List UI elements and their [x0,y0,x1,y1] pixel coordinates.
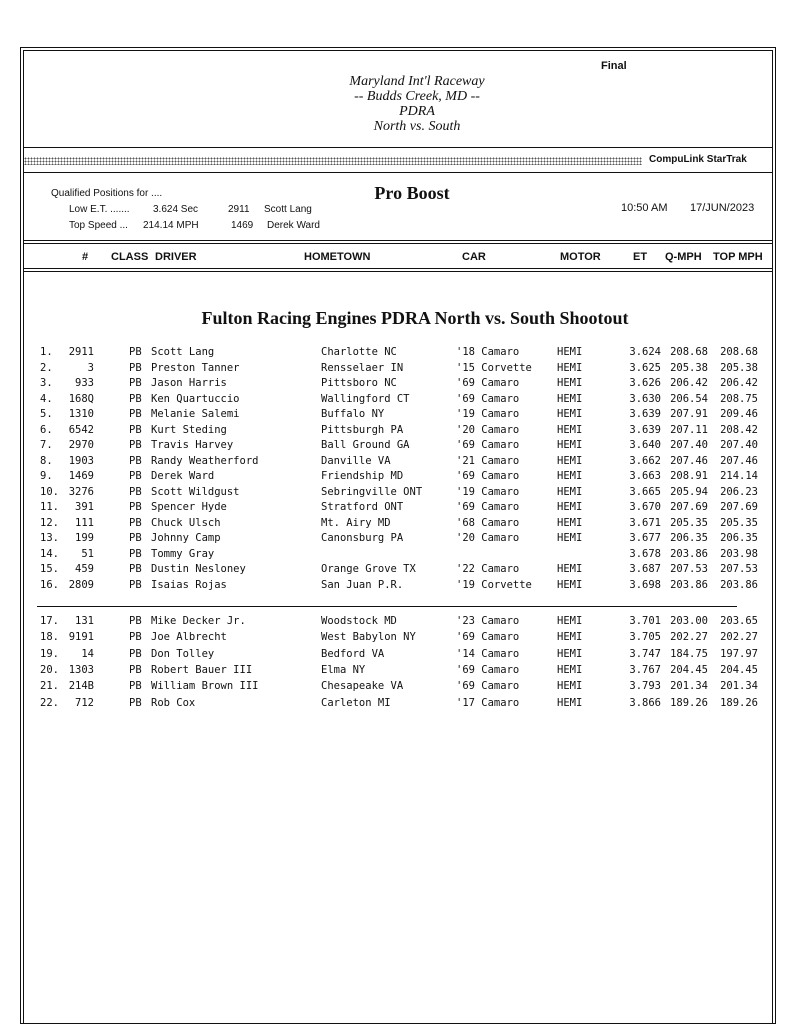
cell-class: PB [129,615,142,627]
cell-car-number: 111 [75,516,94,529]
cell-car-number: 459 [75,563,94,575]
cell-top-mph: 205.35 [720,516,758,529]
cell-car-number: 3276 [68,485,94,498]
cell-q-mph: 205.94 [670,485,708,498]
cell-position: 3. [40,377,53,389]
cell-car-number: 1903 [68,454,94,467]
cell-car-number: 933 [75,377,94,389]
cell-et: 3.662 [629,454,661,467]
cell-top-mph: 206.42 [720,377,758,389]
table-row [0,517,800,533]
cell-et: 3.678 [629,547,661,560]
table-row [0,648,800,664]
cell-q-mph: 206.54 [670,392,708,405]
cell-car: '15 Corvette [456,361,532,374]
cell-hometown: Chesapeake VA [321,680,404,693]
report-date: 17/JUN/2023 [690,202,755,214]
cell-position: 1. [40,346,53,358]
cell-top-mph: 189.26 [720,696,758,709]
cell-top-mph: 214.14 [720,470,758,482]
cell-class: PB [129,680,142,693]
table-row [0,377,800,393]
table-row [0,439,800,455]
cell-hometown: Buffalo NY [321,408,385,420]
class-title: Pro Boost [374,183,450,203]
cell-driver: Travis Harvey [151,439,234,451]
divider [23,240,773,241]
cell-et: 3.866 [629,696,661,709]
cell-q-mph: 206.35 [670,532,708,544]
table-row [0,424,800,440]
table-row [0,532,800,548]
cell-driver: Ken Quartuccio [151,392,240,405]
divider [23,243,773,244]
column-header-hometown: HOMETOWN [304,251,371,263]
table-row [0,631,800,647]
cell-car-number: 1310 [68,408,94,420]
cell-top-mph: 204.45 [720,663,758,676]
cell-motor: HEMI [557,454,583,467]
cell-car: '18 Camaro [456,346,520,358]
table-row [0,579,800,595]
column-header-qmph: Q-MPH [665,251,702,263]
cell-car-number: 2911 [68,346,94,358]
cell-car: '19 Corvette [456,578,532,591]
cell-top-mph: 208.68 [720,346,758,358]
cell-position: 10. [40,485,59,498]
cell-class: PB [129,392,142,405]
column-header-class: CLASS [111,251,149,263]
cell-motor: HEMI [557,470,583,482]
column-header-et: ET [633,251,648,263]
cell-et: 3.687 [629,563,661,575]
cell-position: 21. [40,680,59,693]
cell-car: '23 Camaro [456,615,520,627]
cell-et: 3.624 [629,346,661,358]
cell-top-mph: 203.86 [720,578,758,591]
cell-top-mph: 206.35 [720,532,758,544]
cell-et: 3.767 [629,663,661,676]
table-row [0,408,800,424]
table-row [0,664,800,680]
cell-position: 17. [40,615,59,627]
cell-position: 11. [40,501,59,513]
cell-q-mph: 207.91 [670,408,708,420]
cell-top-mph: 207.69 [720,501,758,513]
dotted-rule [24,157,642,165]
cell-q-mph: 189.26 [670,696,708,709]
cell-hometown: Orange Grove TX [321,563,416,575]
cell-motor: HEMI [557,647,583,660]
cell-driver: William Brown III [151,680,259,693]
cell-top-mph: 197.97 [720,647,758,660]
low-et-driver: Scott Lang [264,204,312,215]
cell-et: 3.663 [629,470,661,482]
cell-motor: HEMI [557,615,583,627]
cell-hometown: Pittsburgh PA [321,423,404,436]
cell-motor: HEMI [557,516,583,529]
cell-class: PB [129,563,142,575]
cell-top-mph: 206.23 [720,485,758,498]
cell-q-mph: 208.68 [670,346,708,358]
cell-et: 3.639 [629,423,661,436]
event-name: North vs. South [373,119,461,134]
cell-top-mph: 208.42 [720,423,758,436]
cell-top-mph: 205.38 [720,361,758,374]
cell-car-number: 3 [87,361,94,374]
cell-class: PB [129,377,142,389]
cell-car: '69 Camaro [456,392,520,405]
cell-hometown: San Juan P.R. [321,578,404,591]
cell-class: PB [129,470,142,482]
cell-driver: Don Tolley [151,647,215,660]
cell-hometown: Sebringville ONT [321,485,423,498]
table-row [0,362,800,378]
cell-car: '69 Camaro [456,663,520,676]
cell-driver: Derek Ward [151,470,215,482]
cell-motor: HEMI [557,563,583,575]
cell-et: 3.626 [629,377,661,389]
cell-hometown: Wallingford CT [321,392,410,405]
cell-position: 12. [40,516,59,529]
cell-car: '20 Camaro [456,423,520,436]
cell-class: PB [129,501,142,513]
cell-hometown: Friendship MD [321,470,404,482]
cell-car-number: 391 [75,501,94,513]
table-row [0,455,800,471]
top-speed-number: 1469 [231,220,254,231]
cell-hometown: Danville VA [321,454,391,467]
cell-et: 3.677 [629,532,661,544]
cell-motor: HEMI [557,631,583,644]
cell-motor: HEMI [557,377,583,389]
cell-q-mph: 184.75 [670,647,708,660]
venue-name: Maryland Int'l Raceway [349,74,485,89]
cell-position: 15. [40,563,59,575]
table-row [0,393,800,409]
cell-et: 3.705 [629,631,661,644]
cell-car: '69 Camaro [456,377,520,389]
cell-car: '22 Camaro [456,563,520,575]
report-time: 10:50 AM [621,202,668,214]
table-row [0,346,800,362]
cell-hometown: Woodstock MD [321,615,397,627]
column-header-motor: MOTOR [560,251,601,263]
cell-top-mph: 207.53 [720,563,758,575]
cell-car-number: 712 [75,696,94,709]
top-speed-value: 214.14 MPH [143,220,199,231]
cell-driver: Kurt Steding [151,423,227,436]
cell-hometown: Canonsburg PA [321,532,404,544]
cell-et: 3.747 [629,647,661,660]
cell-q-mph: 207.40 [670,439,708,451]
cell-class: PB [129,696,142,709]
cell-car-number: 14 [81,647,94,660]
cell-driver: Chuck Ulsch [151,516,221,529]
cell-top-mph: 203.98 [720,547,758,560]
cell-car-number: 214B [68,680,94,693]
table-row [0,501,800,517]
cell-top-mph: 203.65 [720,615,758,627]
cell-driver: Randy Weatherford [151,454,259,467]
cell-driver: Isaias Rojas [151,578,227,591]
cell-position: 18. [40,631,59,644]
cell-top-mph: 209.46 [720,408,758,420]
cell-car: '20 Camaro [456,532,520,544]
cell-motor: HEMI [557,663,583,676]
cell-q-mph: 203.86 [670,547,708,560]
cell-car-number: 6542 [68,423,94,436]
cell-car-number: 131 [75,615,94,627]
cell-position: 7. [40,439,53,451]
cell-position: 22. [40,696,59,709]
cell-position: 20. [40,663,59,676]
cell-q-mph: 207.53 [670,563,708,575]
cell-et: 3.698 [629,578,661,591]
cell-car-number: 1469 [68,470,94,482]
cell-driver: Tommy Gray [151,547,215,560]
cell-position: 13. [40,532,59,544]
cell-hometown: Charlotte NC [321,346,397,358]
table-row [0,563,800,579]
cell-et: 3.630 [629,392,661,405]
cell-driver: Johnny Camp [151,532,221,544]
cell-et: 3.625 [629,361,661,374]
cell-class: PB [129,647,142,660]
cell-et: 3.640 [629,439,661,451]
cell-hometown: Pittsboro NC [321,377,397,389]
cell-position: 5. [40,408,53,420]
low-et-label: Low E.T. ....... [69,204,130,215]
divider [23,172,773,173]
cell-et: 3.793 [629,680,661,693]
cell-et: 3.665 [629,485,661,498]
cell-class: PB [129,663,142,676]
cell-top-mph: 202.27 [720,631,758,644]
divider [23,147,773,148]
cell-class: PB [129,485,142,498]
divider [23,268,773,269]
cell-driver: Scott Wildgust [151,485,240,498]
cell-hometown: Carleton MI [321,696,391,709]
cell-motor: HEMI [557,696,583,709]
cell-motor: HEMI [557,501,583,513]
cell-driver: Melanie Salemi [151,408,240,420]
cell-driver: Spencer Hyde [151,501,227,513]
top-speed-label: Top Speed ... [69,220,128,231]
table-row [0,697,800,713]
cell-class: PB [129,346,142,358]
cell-top-mph: 207.40 [720,439,758,451]
table-row [0,548,800,564]
cell-q-mph: 202.27 [670,631,708,644]
low-et-number: 2911 [228,204,250,215]
cell-car-number: 168Q [68,392,94,405]
cell-q-mph: 207.11 [670,423,708,436]
cell-motor: HEMI [557,408,583,420]
field-separator [37,606,737,607]
cell-q-mph: 203.86 [670,578,708,591]
column-header-car: CAR [462,251,486,263]
cell-top-mph: 208.75 [720,392,758,405]
cell-q-mph: 207.69 [670,501,708,513]
cell-position: 9. [40,470,53,482]
column-header-driver: DRIVER [155,251,197,263]
cell-car: '21 Camaro [456,454,520,467]
cell-q-mph: 201.34 [670,680,708,693]
cell-class: PB [129,439,142,451]
cell-car-number: 1303 [68,663,94,676]
cell-car-number: 199 [75,532,94,544]
low-et-value: 3.624 Sec [153,204,199,215]
cell-car-number: 2970 [68,439,94,451]
cell-position: 19. [40,647,59,660]
status-label: Final [601,60,627,72]
cell-class: PB [129,532,142,544]
cell-position: 6. [40,423,53,436]
table-row [0,470,800,486]
timing-system-label: CompuLink StarTrak [649,154,747,165]
table-row [0,615,800,631]
cell-driver: Preston Tanner [151,361,240,374]
cell-hometown: West Babylon NY [321,631,416,644]
cell-car: '17 Camaro [456,696,520,709]
cell-class: PB [129,547,142,560]
cell-driver: Jason Harris [151,377,227,389]
cell-driver: Scott Lang [151,346,215,358]
cell-hometown: Elma NY [321,663,366,676]
cell-class: PB [129,454,142,467]
cell-motor: HEMI [557,439,583,451]
cell-top-mph: 207.46 [720,454,758,467]
cell-q-mph: 203.00 [670,615,708,627]
cell-car: '14 Camaro [456,647,520,660]
cell-class: PB [129,361,142,374]
cell-car: '69 Camaro [456,680,520,693]
venue-header [232,74,602,134]
cell-car: '69 Camaro [456,501,520,513]
column-header-top-mph: TOP MPH [713,251,763,263]
cell-class: PB [129,516,142,529]
cell-position: 16. [40,578,59,591]
cell-driver: Mike Decker Jr. [151,615,246,627]
cell-class: PB [129,408,142,420]
cell-q-mph: 205.38 [670,361,708,374]
cell-hometown: Rensselaer IN [321,361,404,374]
divider [23,271,773,272]
cell-car: '69 Camaro [456,470,520,482]
table-row [0,486,800,502]
cell-motor: HEMI [557,346,583,358]
cell-q-mph: 204.45 [670,663,708,676]
cell-q-mph: 205.35 [670,516,708,529]
cell-car: '69 Camaro [456,631,520,644]
cell-car: '69 Camaro [456,439,520,451]
cell-driver: Joe Albrecht [151,631,227,644]
cell-position: 2. [40,361,53,374]
sanctioning-body: PDRA [399,104,435,119]
cell-car-number: 2809 [68,578,94,591]
cell-car-number: 9191 [68,631,94,644]
cell-hometown: Bedford VA [321,647,385,660]
cell-car: '19 Camaro [456,408,520,420]
cell-driver: Rob Cox [151,696,196,709]
event-title: Fulton Racing Engines PDRA North vs. South Shootout [201,308,629,328]
cell-motor: HEMI [557,485,583,498]
cell-position: 8. [40,454,53,467]
cell-motor: HEMI [557,423,583,436]
cell-et: 3.671 [629,516,661,529]
cell-class: PB [129,423,142,436]
cell-hometown: Stratford ONT [321,501,404,513]
cell-motor: HEMI [557,392,583,405]
cell-et: 3.639 [629,408,661,420]
cell-driver: Robert Bauer III [151,663,253,676]
cell-motor: HEMI [557,680,583,693]
cell-motor: HEMI [557,578,583,591]
cell-car: '68 Camaro [456,516,520,529]
cell-q-mph: 207.46 [670,454,708,467]
cell-motor: HEMI [557,361,583,374]
cell-et: 3.701 [629,615,661,627]
cell-class: PB [129,578,142,591]
cell-class: PB [129,631,142,644]
cell-q-mph: 208.91 [670,470,708,482]
cell-position: 14. [40,547,59,560]
top-speed-driver: Derek Ward [267,220,320,231]
cell-position: 4. [40,392,53,405]
cell-driver: Dustin Nesloney [151,563,246,575]
cell-car: '19 Camaro [456,485,520,498]
cell-hometown: Mt. Airy MD [321,516,391,529]
table-row [0,680,800,696]
cell-et: 3.670 [629,501,661,513]
cell-hometown: Ball Ground GA [321,439,410,451]
column-header-num: # [82,251,89,263]
cell-car-number: 51 [81,547,94,560]
cell-motor: HEMI [557,532,583,544]
venue-location: -- Budds Creek, MD -- [354,89,480,104]
qualified-heading: Qualified Positions for .... [51,188,163,199]
cell-top-mph: 201.34 [720,680,758,693]
cell-q-mph: 206.42 [670,377,708,389]
